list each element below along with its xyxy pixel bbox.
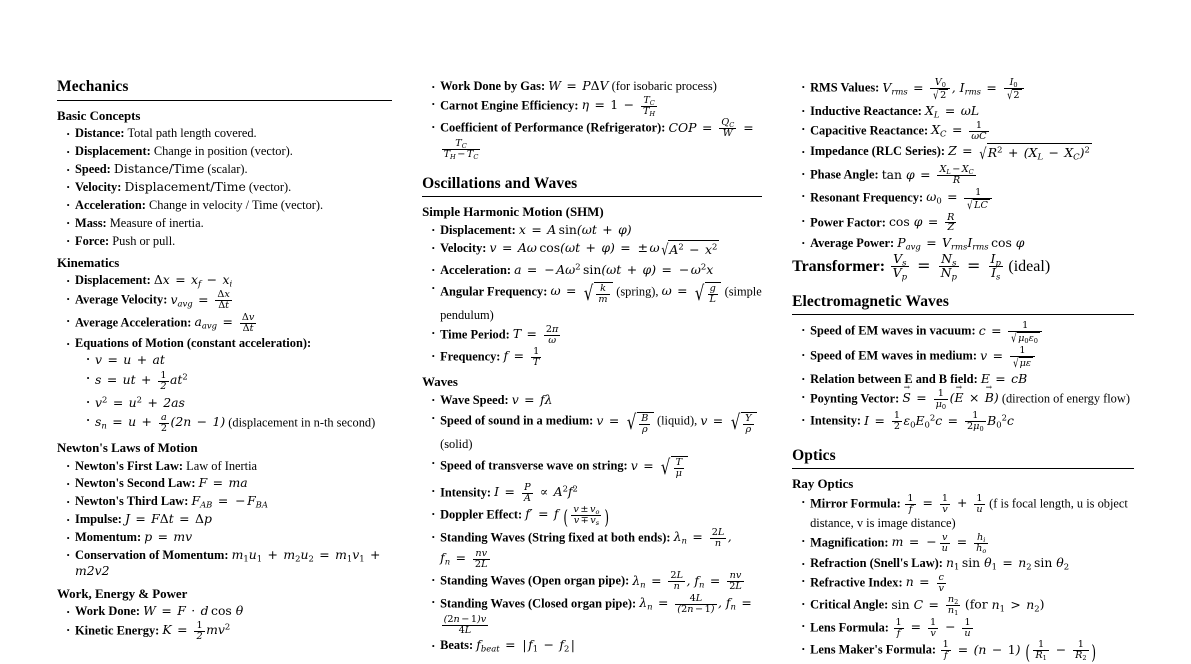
formula: v = u + at [95, 352, 165, 368]
term-label: Displacement: [440, 222, 516, 237]
formula: tan φ = $\frac{X_L - X_C}{R}$ [881, 164, 974, 187]
list-item [801, 346, 1134, 369]
list-item [801, 235, 1134, 251]
formula: v = $\frac{1}{√\mu\varepsilon}$ [980, 348, 1036, 363]
list-item [86, 395, 392, 411]
formula: J = FΔt = Δp [124, 511, 212, 527]
term-label: Beats: [440, 638, 474, 653]
formula: $m_1u_1 + m_2u_2 = m_1v_1 + m2v2$ [75, 546, 381, 579]
term-label: Lens Formula: [810, 620, 889, 635]
list-item [66, 458, 392, 474]
subsection-basic-concepts: Basic Concepts [57, 108, 141, 123]
transformer-line [792, 250, 1134, 282]
term-label: Resonant Frequency: [810, 190, 924, 205]
list-item [66, 547, 392, 580]
term-label: Mirror Formula: [810, 496, 901, 511]
term-label: Newton's Second Law: [75, 476, 196, 491]
term-text: Change in velocity / Time (vector). [148, 197, 324, 212]
formula-continuation: $\frac{T_C}{T_H - T_C}$ [443, 138, 479, 161]
list-item [431, 325, 762, 346]
list-item [66, 529, 392, 545]
list-item [86, 371, 392, 392]
term-label: Standing Waves (Closed organ pipe): [440, 596, 637, 611]
list-item [431, 78, 762, 94]
column-em-optics [792, 78, 1134, 663]
list-item [431, 118, 762, 160]
list-kinematics [57, 272, 392, 434]
list-item [431, 262, 762, 278]
formula: $f_{beat}$ = | $f_1 - f_2$ | [476, 637, 575, 654]
formula: Displacement/Time [124, 178, 246, 194]
list-item [801, 103, 1134, 119]
list-item [66, 233, 392, 249]
term-label: Frequency: [440, 349, 501, 364]
formula: $v_{avg}$ = $\frac{\Delta x}{\Delta t}$ [170, 289, 230, 312]
list-item [801, 213, 1134, 234]
formula-note: (ideal) [1008, 257, 1051, 275]
formula: E = cB [980, 370, 1028, 386]
term-label: Average Acceleration: [75, 315, 192, 329]
formula: T = $\frac{2\pi}{\omega}$ [512, 323, 559, 346]
formula: f = $\frac{1}{T}$ [503, 346, 540, 369]
formula: $\frac{1}{f}$ = $\frac{1}{v}$ − $\frac{1}{u}$ [895, 616, 971, 639]
list-item [801, 411, 1134, 432]
term-text: Measure of inertia. [109, 215, 204, 230]
list-item [86, 413, 392, 434]
term-label: Velocity: [440, 240, 487, 255]
term-label: RMS Values: [810, 80, 880, 95]
subsection-shm: Simple Harmonic Motion (SHM) [422, 205, 604, 220]
formula: I = $\frac{1}{2}$ $\varepsilon_0E_0^2c$ = $\frac{1}{2\mu_0}$ $B_0^2c$ [864, 410, 1014, 433]
list-item [431, 454, 762, 481]
formula: v = √ $\frac{Y}{\rho}$ [700, 413, 757, 428]
formula: c = $\frac{1}{√\mu_0\varepsilon_0}$ [979, 323, 1044, 338]
list-item [801, 573, 1134, 594]
list-item [801, 78, 1134, 101]
formula: v = Aω cos(ωt + φ) = ± $\omega√A^2 - x^2$ [489, 239, 718, 260]
formula: COP = $\frac{Q_C}{W}$ = [668, 117, 754, 140]
formula: n = $\frac{c}{v}$ [905, 571, 944, 594]
list-thermodynamics-continued [422, 78, 762, 160]
list-item [66, 272, 392, 288]
term-label: Displacement: [75, 144, 151, 159]
subsection-kinematics: Kinematics [57, 255, 120, 270]
formula: x = A sin(ωt + φ) [518, 221, 632, 237]
term-label: Power Factor: [810, 214, 886, 229]
list-item [801, 618, 1134, 639]
section-header-oscillations-and-waves: Oscillations and Waves [422, 175, 762, 198]
list-item [431, 280, 762, 323]
list-electromagnetic-waves [792, 321, 1134, 432]
formula: $n_1$ $\sin \theta_1 = n_2$ $\sin \theta_2$ [946, 555, 1070, 572]
formula-note: (simple pendulum) [440, 284, 762, 322]
list-item [86, 352, 392, 368]
list-item [801, 188, 1134, 211]
list-item [801, 639, 1134, 664]
formula-note: (direction of energy flow) [1001, 391, 1130, 406]
term-label: Refractive Index: [810, 575, 903, 590]
term-label: Acceleration: [440, 262, 511, 277]
term-label: Momentum: [75, 530, 142, 545]
formula: f′ = f ( $\frac{v \pm v_o}{v \mp v_s}$ ) [525, 504, 609, 530]
formula: $\lambda_n$ = $\frac{4L}{(2n - 1)}$ , $f_n$ = [639, 592, 752, 615]
formula: ω = √ $\frac{k}{m}$ [550, 283, 613, 298]
formula: S → = $\frac{1}{\mu_0}$ (E → × B →) [902, 390, 998, 405]
section-header-optics: Optics [792, 447, 1134, 470]
list-item [66, 511, 392, 527]
formula: $v^2 = u^2 + 2as$ [95, 394, 185, 410]
formula: $F_{AB}$ = − $F_{BA}$ [191, 493, 268, 510]
term-label: Speed of EM waves in medium: [810, 348, 978, 363]
term-text: Change in position (vector). [153, 144, 293, 159]
list-item [431, 96, 762, 117]
term-label: Phase Angle: [810, 167, 879, 182]
list-basic-concepts [57, 125, 392, 249]
term-label: Speed of sound in a medium: [440, 413, 594, 428]
list-item [66, 290, 392, 311]
formula: $X_L = \omega L$ [925, 102, 980, 120]
list-equations-of-motion [75, 352, 392, 434]
formula: v = √ $\frac{T}{\mu}$ [631, 458, 688, 473]
formula-note: (f is focal length, u is object distance, v is image distance) [810, 496, 1128, 530]
formula-continuation: $\frac{(2n - 1)v}{4L}$ [443, 613, 487, 636]
term-label: Relation between E and B field: [810, 371, 978, 386]
list-item [431, 571, 762, 592]
list-item [66, 143, 392, 159]
list-item [801, 533, 1134, 554]
formula-note: (displacement in n-th second) [228, 415, 376, 430]
term-label: Speed of EM waves in vacuum: [810, 323, 976, 338]
formula-note: (liquid), [656, 413, 698, 428]
list-ac-circuits-continued [792, 78, 1134, 251]
term-label: Force: [75, 233, 110, 248]
formula: p = mv [144, 529, 193, 545]
list-item [801, 555, 1134, 571]
list-item [66, 493, 392, 509]
formula: m = − $\frac{v}{u}$ = $\frac{h_i}{h_o}$ [891, 531, 987, 555]
list-item [66, 197, 392, 213]
list-item [801, 389, 1134, 410]
column-oscillations-waves [422, 78, 762, 655]
term-label: Standing Waves (Open organ pipe): [440, 573, 630, 588]
formula-note: (spring), [616, 284, 659, 299]
subsection-newtons-laws: Newton's Laws of Motion [57, 441, 198, 456]
formula: $\Delta x = x_f - x_i$ [153, 272, 233, 289]
formula: $Z = √R^2 + (X_L - X_C)^2$ [948, 143, 1090, 163]
list-item [801, 121, 1134, 142]
term-label: Impulse: [75, 512, 122, 527]
formula: I = $\frac{P}{A}$ ∝ $A^2f^2$ [494, 481, 578, 504]
formula: $s_n = u$ + $\frac{a}{2}$ (2n − 1) [95, 412, 226, 435]
formula: $X_C$ = $\frac{1}{\omega C}$ [931, 119, 987, 142]
term-label: Poynting Vector: [810, 391, 900, 406]
formula: $\frac{1}{f}$ = $\frac{1}{v}$ + $\frac{1}{u}$ [907, 492, 983, 515]
list-item [66, 161, 392, 177]
term-label: Newton's First Law: [75, 458, 184, 473]
list-item [431, 347, 762, 368]
list-item [66, 603, 392, 619]
formula: W = PΔV [548, 78, 609, 93]
list-item [431, 409, 762, 452]
formula: v = fλ [511, 391, 553, 407]
term-label: Impedance (RLC Series): [810, 144, 945, 159]
list-item [66, 313, 392, 334]
term-label: Time Period: [440, 327, 510, 342]
list-item [66, 125, 392, 141]
list-waves [422, 392, 762, 654]
list-item [66, 215, 392, 231]
formula: ω = √ $\frac{g}{L}$ [662, 283, 722, 298]
term-label: Average Power: [810, 235, 895, 250]
list-shm [422, 222, 762, 368]
list-item [431, 637, 762, 653]
formula: $\frac{1}{f}$ = (n − 1) ( $\frac{1}{R_1}$ − $\frac{1}{R_2}$ ) [942, 639, 1097, 664]
term-label: Work Done: [75, 604, 141, 619]
term-label: Standing Waves (String fixed at both ends): [440, 530, 671, 545]
term-text: Push or pull. [112, 233, 176, 248]
term-label: Distance: [75, 126, 125, 141]
formula: K = $\frac{1}{2}$ $mv^2$ [162, 620, 231, 642]
formula: v = √ $\frac{B}{\rho}$ [596, 413, 653, 428]
list-work-energy-power [57, 603, 392, 642]
term-label: Conservation of Momentum: [75, 547, 229, 562]
three-column-layout [57, 78, 1134, 663]
term-label: Refraction (Snell's Law): [810, 556, 943, 571]
term-label: Critical Angle: [810, 597, 889, 612]
term-label: Intensity: [440, 485, 492, 500]
term-label: Transformer: [792, 257, 886, 275]
formula: Distance/Time [113, 161, 205, 177]
subsection-waves: Waves [422, 375, 458, 390]
list-item [431, 528, 762, 570]
list-item [431, 222, 762, 238]
term-label: Doppler Effect: [440, 507, 523, 522]
term-label: Work Done by Gas: [440, 79, 546, 93]
subsection-ray-optics: Ray Optics [792, 477, 854, 492]
term-label: Speed of transverse wave on string: [440, 458, 628, 473]
formula: $\lambda_n$ = $\frac{2L}{n}$ , [673, 527, 732, 549]
formula: a = − $A\omega^2$ sin(ωt + φ) = − $\omega^2x$ [514, 261, 714, 277]
section-header-electromagnetic-waves: Electromagnetic Waves [792, 293, 1134, 316]
list-item [801, 143, 1134, 164]
formula: s = ut + $\frac{1}{2}$ $at^2$ [95, 370, 188, 393]
list-item [801, 165, 1134, 186]
term-label: Mass: [75, 215, 107, 230]
formula-note: (for isobaric process) [611, 79, 717, 93]
term-text: Law of Inertia [186, 458, 258, 473]
term-label: Lens Maker's Formula: [810, 642, 937, 657]
list-ray-optics [792, 494, 1134, 662]
subsection-work-energy-power: Work, Energy & Power [57, 586, 188, 601]
term-text: Total path length covered. [127, 126, 257, 141]
formula: W = F · d cos θ [143, 603, 244, 619]
term-note: (scalar). [207, 162, 248, 177]
formula: cos φ = $\frac{R}{Z}$ [888, 211, 955, 234]
column-mechanics [57, 78, 392, 643]
formula-note: (solid) [440, 437, 473, 452]
section-header-mechanics: Mechanics [57, 78, 392, 101]
list-item [431, 504, 762, 530]
formula-continuation: $f_n$ = $\frac{nv}{2L}$ [440, 547, 488, 570]
formula: $\lambda_n$ = $\frac{2L}{n}$ , $f_n$ = $\frac{nv}{2L}$ [632, 570, 742, 593]
term-label: Carnot Engine Efficiency: [440, 98, 579, 113]
formula: $P_{avg} = V_{rms}I_{rms}$ cos φ [897, 234, 1025, 252]
term-label: Acceleration: [75, 197, 146, 212]
list-item [66, 475, 392, 491]
list-newtons-laws [57, 458, 392, 580]
formula: sin C = $\frac{n_2}{n_1}$ [891, 594, 959, 618]
list-item [801, 321, 1134, 344]
term-label: Speed: [75, 162, 111, 177]
list-item [801, 595, 1134, 616]
formula: $V_{rms}$ = $\frac{V_0}{√2}$ , $I_{rms}$ = $\frac{I_0}{√2}$ [882, 80, 1025, 95]
list-item [801, 371, 1134, 387]
list-item [66, 179, 392, 195]
term-label: Inductive Reactance: [810, 103, 922, 118]
term-label: Wave Speed: [440, 392, 509, 407]
term-note: (vector). [248, 179, 292, 194]
formula-note: (for $n_1 > n_2$) [964, 596, 1045, 614]
term-label: Velocity: [75, 179, 122, 194]
list-item [801, 494, 1134, 531]
term-label: Kinetic Energy: [75, 623, 160, 638]
term-label: Coefficient of Performance (Refrigerator): [440, 120, 666, 135]
term-label: Magnification: [810, 535, 889, 550]
formula: η = 1 − $\frac{T_C}{T_H}$ [581, 94, 656, 118]
list-item [66, 335, 392, 434]
term-label: Equations of Motion (constant acceleration): [75, 336, 312, 351]
term-label: Intensity: [810, 413, 862, 428]
formula: $\omega_0$ = $\frac{1}{√LC}$ [926, 189, 993, 204]
formula: $a_{avg}$ = $\frac{\Delta v}{\Delta t}$ [194, 311, 255, 334]
list-item [66, 621, 392, 642]
list-item [431, 483, 762, 504]
formula: F = ma [198, 475, 248, 491]
term-label: Average Velocity: [75, 292, 168, 307]
term-label: Displacement: [75, 273, 151, 288]
formula: $\frac{V_s}{V_p}$ = $\frac{N_s}{N_p}$ = $\frac{I_p}{I_s}$ [892, 250, 1001, 282]
term-label: Newton's Third Law: [75, 494, 189, 509]
list-item [431, 594, 762, 636]
term-label: Capacitive Reactance: [810, 123, 929, 137]
list-item [431, 392, 762, 408]
term-label: Angular Frequency: [440, 284, 548, 299]
list-item [431, 240, 762, 261]
